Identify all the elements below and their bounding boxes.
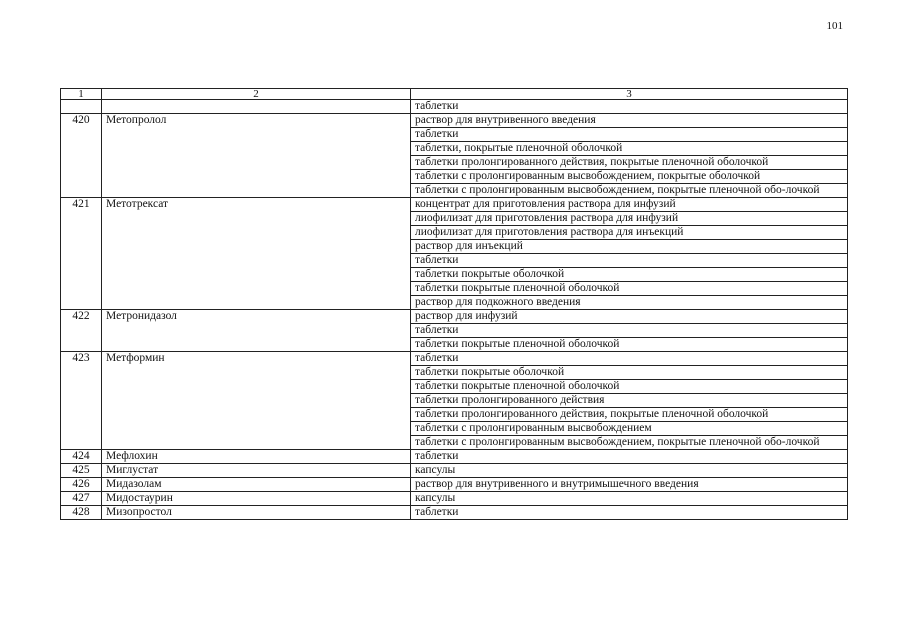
drug-number: 421 bbox=[61, 198, 102, 310]
dosage-form: таблетки с пролонгированным высвобождением, покрытые пленочной обо-лочкой bbox=[411, 184, 848, 198]
drug-number: 425 bbox=[61, 464, 102, 478]
dosage-form: таблетки покрытые оболочкой bbox=[411, 366, 848, 380]
dosage-form: таблетки покрытые пленочной оболочкой bbox=[411, 282, 848, 296]
form-cell: таблетки bbox=[411, 100, 848, 114]
table-row bbox=[61, 114, 848, 128]
dosage-form: раствор для инфузий bbox=[411, 310, 848, 324]
drug-name: Метформин bbox=[102, 352, 411, 450]
header-col-3: 3 bbox=[411, 89, 848, 100]
table-row bbox=[61, 310, 848, 324]
dosage-form: раствор для внутривенного введения bbox=[411, 114, 848, 128]
dosage-form: таблетки bbox=[411, 324, 848, 338]
dosage-form: таблетки пролонгированного действия, покрытые пленочной оболочкой bbox=[411, 156, 848, 170]
header-row bbox=[61, 89, 848, 100]
drug-number: 423 bbox=[61, 352, 102, 450]
dosage-form: таблетки bbox=[411, 506, 848, 520]
table-row bbox=[61, 450, 848, 464]
dosage-form: таблетки bbox=[411, 450, 848, 464]
header-col-1: 1 bbox=[61, 89, 102, 100]
drug-table bbox=[60, 88, 848, 520]
drug-number: 424 bbox=[61, 450, 102, 464]
table-row bbox=[61, 506, 848, 520]
dosage-form: лиофилизат для приготовления раствора для инфузий bbox=[411, 212, 848, 226]
drug-name: Мефлохин bbox=[102, 450, 411, 464]
drug-number: 427 bbox=[61, 492, 102, 506]
drug-name: Мидазолам bbox=[102, 478, 411, 492]
dosage-form: лиофилизат для приготовления раствора для инъекций bbox=[411, 226, 848, 240]
table-row bbox=[61, 352, 848, 366]
drug-number: 422 bbox=[61, 310, 102, 352]
dosage-form: таблетки покрытые пленочной оболочкой bbox=[411, 380, 848, 394]
dosage-form: раствор для подкожного введения bbox=[411, 296, 848, 310]
drug-name: Мизопростол bbox=[102, 506, 411, 520]
drug-number: 420 bbox=[61, 114, 102, 198]
header-col-2: 2 bbox=[102, 89, 411, 100]
dosage-form: таблетки с пролонгированным высвобождением bbox=[411, 422, 848, 436]
drug-number: 428 bbox=[61, 506, 102, 520]
continuation-row bbox=[61, 100, 848, 114]
dosage-form: таблетки с пролонгированным высвобождением, покрытые пленочной обо-лочкой bbox=[411, 436, 848, 450]
table-row bbox=[61, 478, 848, 492]
dosage-form: таблетки bbox=[411, 352, 848, 366]
dosage-form: раствор для внутривенного и внутримышечного введения bbox=[411, 478, 848, 492]
drug-name: Мидостаурин bbox=[102, 492, 411, 506]
table-row bbox=[61, 198, 848, 212]
dosage-form: капсулы bbox=[411, 492, 848, 506]
drug-name: Миглустат bbox=[102, 464, 411, 478]
dosage-form: раствор для инъекций bbox=[411, 240, 848, 254]
drug-name: Метопролол bbox=[102, 114, 411, 198]
dosage-form: таблетки пролонгированного действия bbox=[411, 394, 848, 408]
table-row bbox=[61, 492, 848, 506]
dosage-form: таблетки пролонгированного действия, покрытые пленочной оболочкой bbox=[411, 408, 848, 422]
table-body bbox=[61, 100, 848, 520]
dosage-form: таблетки с пролонгированным высвобождением, покрытые оболочкой bbox=[411, 170, 848, 184]
dosage-form: таблетки bbox=[411, 128, 848, 142]
drug-name: Метронидазол bbox=[102, 310, 411, 352]
drug-name: Метотрексат bbox=[102, 198, 411, 310]
table-row bbox=[61, 464, 848, 478]
dosage-form: таблетки покрытые оболочкой bbox=[411, 268, 848, 282]
dosage-form: капсулы bbox=[411, 464, 848, 478]
num-cell bbox=[61, 100, 102, 114]
drug-number: 426 bbox=[61, 478, 102, 492]
page-number: 101 bbox=[826, 20, 843, 32]
name-cell bbox=[102, 100, 411, 114]
dosage-form: концентрат для приготовления раствора для инфузий bbox=[411, 198, 848, 212]
dosage-form: таблетки bbox=[411, 254, 848, 268]
dosage-form: таблетки, покрытые пленочной оболочкой bbox=[411, 142, 848, 156]
dosage-form: таблетки покрытые пленочной оболочкой bbox=[411, 338, 848, 352]
